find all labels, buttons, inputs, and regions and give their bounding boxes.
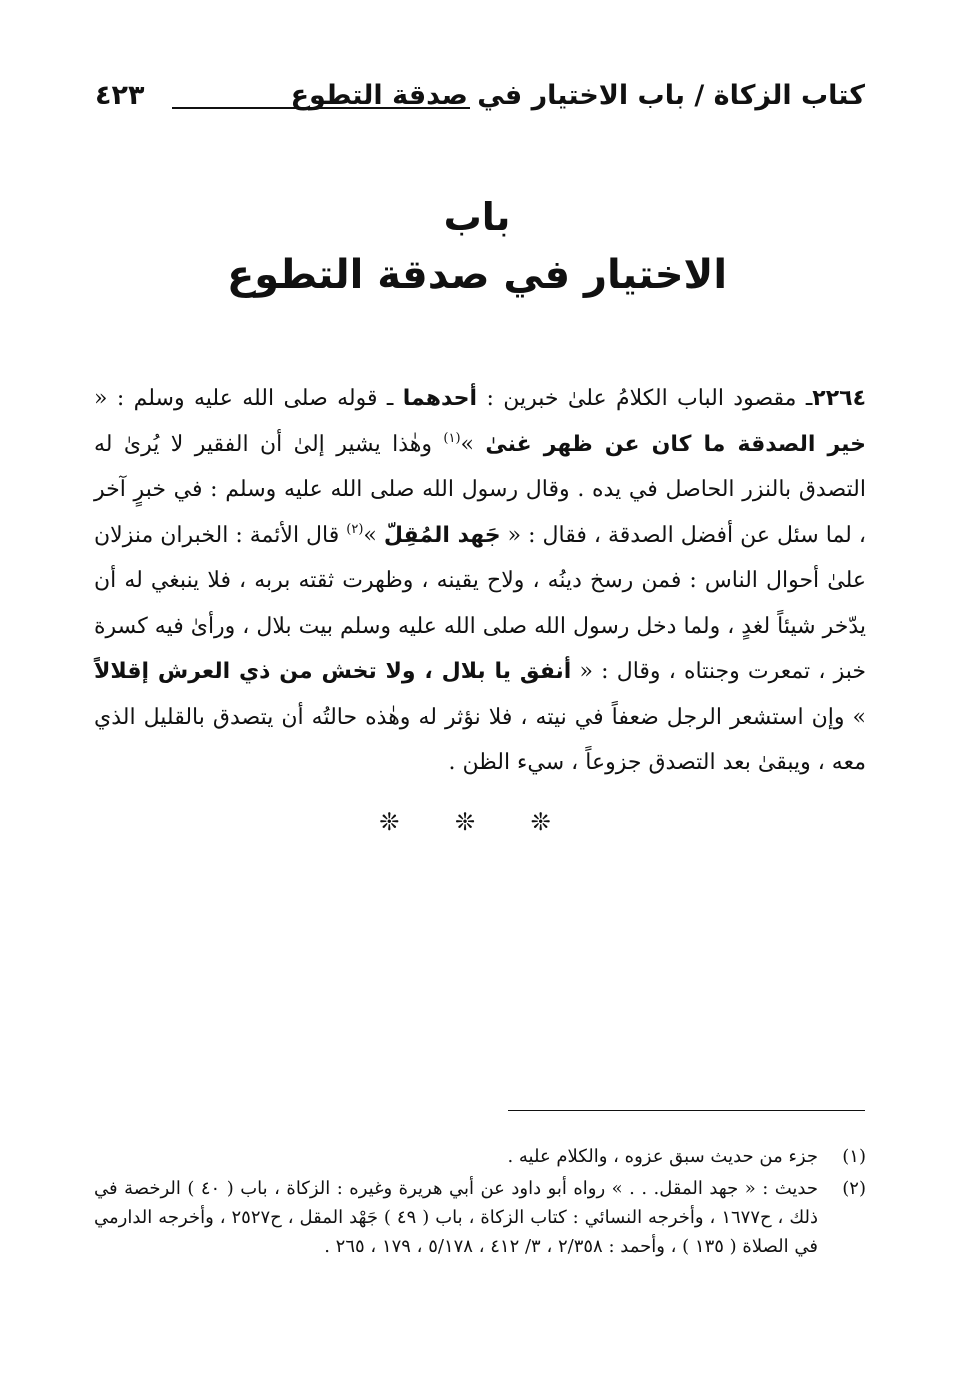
- hadith-quote: خير الصدقة ما كان عن ظهر غنىٰ: [485, 431, 866, 457]
- header-rule: [172, 107, 470, 109]
- footnote-ref: (١): [443, 430, 461, 446]
- footnote-ref: (٢): [346, 521, 364, 537]
- chapter-label: باب: [443, 195, 511, 239]
- page-number: ٤٢٣: [95, 80, 145, 111]
- footnote-number: (٢): [842, 1178, 866, 1199]
- footnote-rule: [508, 1110, 865, 1111]
- footnote-text: حديث : « جهد المقل. . . » رواه أبو داود عن أبي هريرة وغيره : الزكاة ، باب ( ٤٠ ) الرخصة في ذلك ، ح١٦٧٧ ، وأخرجه النسائي : كتاب الزكاة ، باب ( ٤٩ ) جَهْد المقل ، ح٢٥٢٧ ، وأخرجه الدارمي في الصلاة ( ١٣٥ ) ، وأحمد : ٢/٣٥٨ ، ٣/ ٤١٢ ، ٥/١٧٨ ، ١٧٩ ، ٢٦٥ .: [94, 1178, 818, 1257]
- footnote-text: جزء من حديث سبق عزوه ، والكلام عليه .: [507, 1146, 818, 1167]
- footnote-number: (١): [842, 1146, 866, 1167]
- running-header: [95, 80, 865, 130]
- hadith-quote: أنفق يا بلال ، ولا تخش من ذي العرش إقلالاً: [94, 659, 572, 684]
- text-segment: ـ مقصود الباب الكلامُ علىٰ خبرين :: [477, 386, 813, 411]
- text-segment: ـ قوله صلى الله عليه وسلم : «: [94, 386, 403, 411]
- text-segment: وهٰذا يشير إلىٰ أن الفقير لا يُرىٰ له التصدق بالنزر الحاصل في يده . وقال رسول الله صلى الله عليه وسلم : في خبرٍ آخر ، لما سئل عن أفضل الصدقة ، فقال : «: [94, 431, 866, 548]
- hadith-quote: جَهد المُقِلّ: [383, 522, 501, 548]
- header-title: كتاب الزكاة / باب الاختيار في صدقة التطوع: [290, 80, 865, 111]
- chapter-title: الاختيار في صدقة التطوع: [226, 252, 728, 298]
- text-segment: » وإن استشعر الرجل ضعفاً في نيته ، فلا نؤثر له وهٰذه حالتُه أن يتصدق بالقليل الذي معه ، ويبقىٰ بعد التصدق جزوعاً ، سيء الظن .: [94, 704, 866, 775]
- footnotes: [94, 1142, 866, 1264]
- text-segment: »: [363, 522, 384, 548]
- text-segment: قال الأئمة : الخبران منزلان علىٰ أحوال الناس : فمن رسخ دينُه ، ولاح يقينه ، وظهرت ثقته بربه ، فلا ينبغي له أن يدّخر شيئاً لغدٍ ، ولما دخل رسول الله صلى الله عليه وسلم بيت بلال ، ورأىٰ فيه كسرة خبز ، تمعرت وجنتاه ، وقال : «: [94, 522, 866, 684]
- section-separator: ❊ ❊ ❊: [379, 808, 575, 836]
- footnote-item: [94, 1174, 866, 1261]
- footnote-item: [94, 1142, 866, 1171]
- text-segment: »: [460, 431, 486, 457]
- bold-term: أحدهما: [402, 386, 478, 411]
- paragraph-number: ٢٢٦٤: [812, 386, 866, 411]
- body-paragraph: [94, 376, 866, 786]
